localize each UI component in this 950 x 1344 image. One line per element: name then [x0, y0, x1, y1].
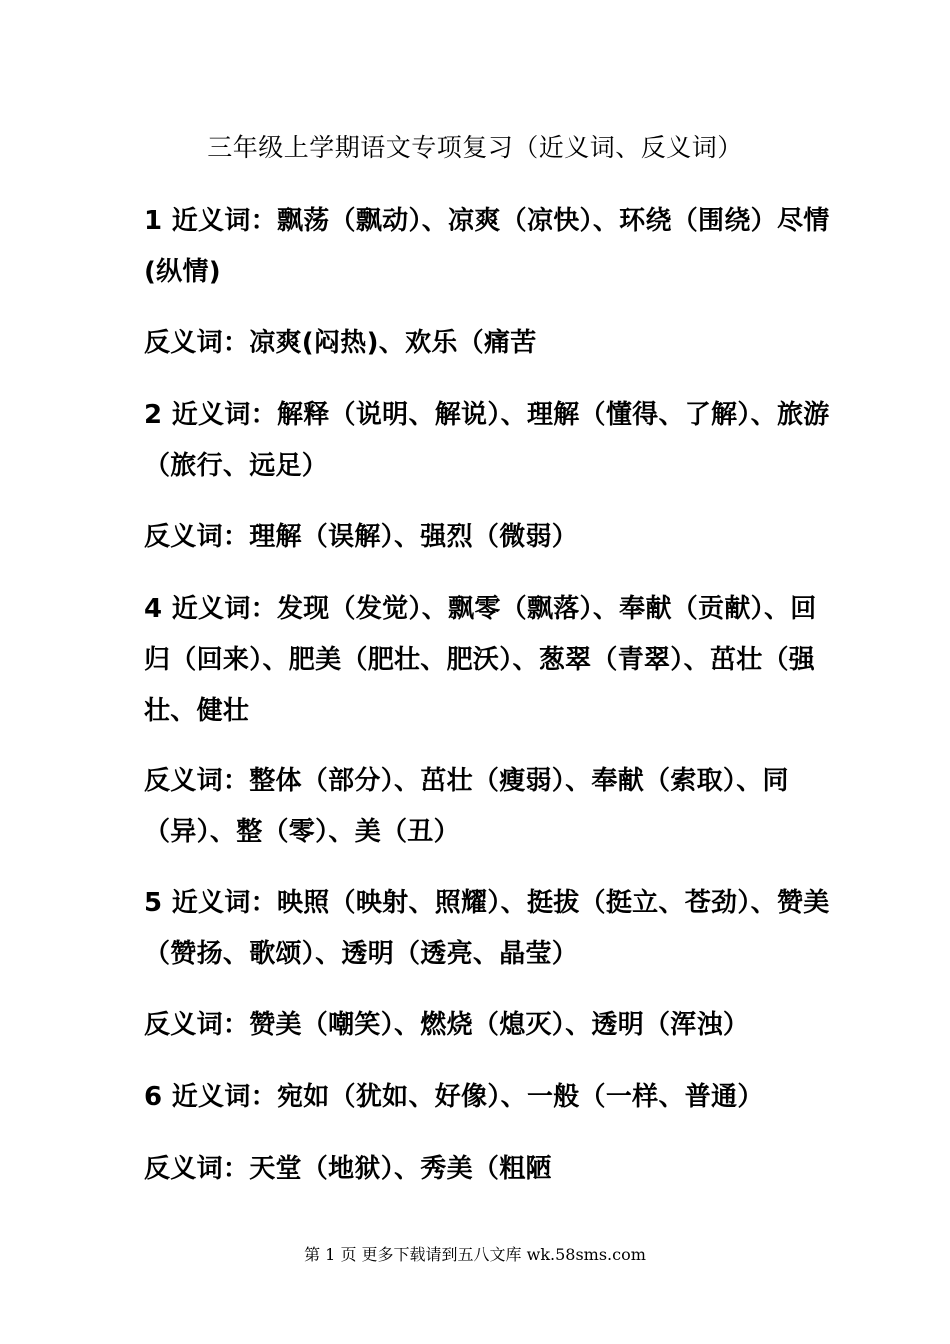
paragraph-6-synonyms: 6 近义词：宛如（犹如、好像）、一般（一样、普通） [144, 1082, 764, 1112]
paragraph-2-synonyms: 2 近义词：解释（说明、解说）、理解（懂得、了解）、旅游（旅行、远足） [144, 400, 830, 481]
paragraph-5-antonyms: 反义词：赞美（嘲笑）、燃烧（熄灭）、透明（浑浊） [144, 1010, 750, 1040]
paragraph-1-synonyms: 1 近义词：飘荡（飘动）、凉爽（凉快）、环绕（围绕）尽情(纵情) [144, 206, 830, 287]
page-footer: 第 1 页 更多下载请到五八文库 wk.58sms.com [304, 1245, 646, 1264]
paragraph-1-antonyms: 反义词：凉爽(闷热)、欢乐（痛苦 [144, 328, 537, 358]
paragraph-2-antonyms: 反义词：理解（误解）、强烈（微弱） [144, 522, 579, 552]
document-title: 三年级上学期语文专项复习（近义词、反义词） [207, 133, 743, 162]
paragraph-5-synonyms: 5 近义词：映照（映射、照耀）、挺拔（挺立、苍劲）、赞美（赞扬、歌颂）、透明（透亮、晶莹） [144, 888, 830, 969]
paragraph-4-antonyms: 反义词：整体（部分）、茁壮（瘦弱）、奉献（索取）、同（异）、整（零）、美（丑） [144, 766, 789, 847]
paragraph-4-synonyms: 4 近义词：发现（发觉）、飘零（飘落）、奉献（贡献）、回归（回来）、肥美（肥壮、肥沃）、葱翠（青翠）、茁壮（强壮、健壮 [144, 594, 817, 726]
paragraph-6-antonyms: 反义词：天堂（地狱）、秀美（粗陋 [144, 1154, 552, 1184]
